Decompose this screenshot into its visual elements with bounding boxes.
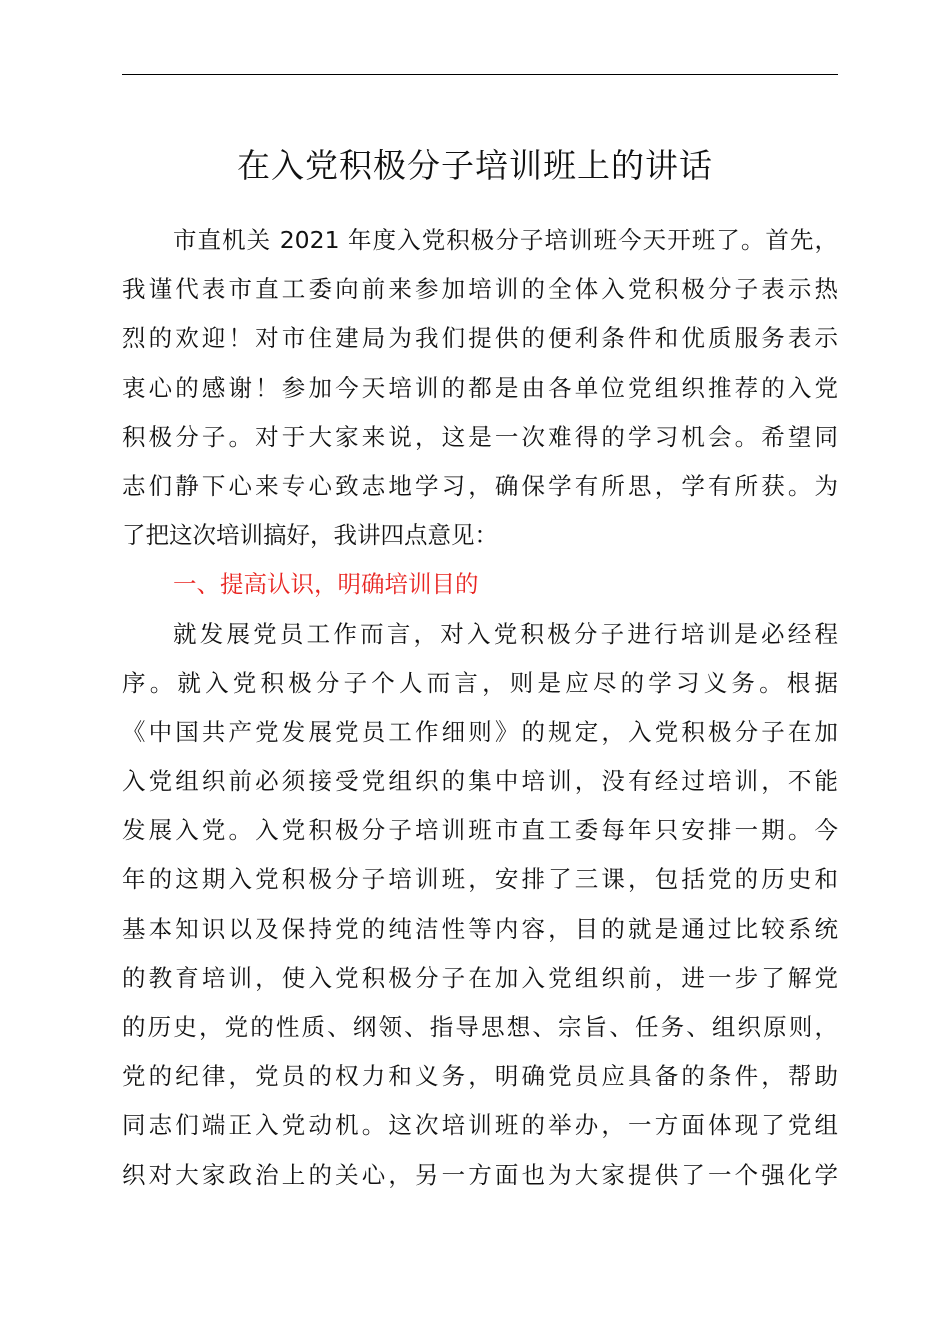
paragraph-line: 同志们端正入党动机。这次培训班的举办，一方面体现了党组: [122, 1111, 838, 1140]
paragraph-line: 烈的欢迎！对市住建局为我们提供的便利条件和优质服务表示: [122, 324, 838, 353]
paragraph-line: 志们静下心来专心致志地学习，确保学有所思，学有所获。为: [122, 471, 838, 500]
paragraph-line: 了把这次培训搞好，我讲四点意见：: [122, 521, 498, 550]
paragraph-line: 党的纪律，党员的权力和义务，明确党员应具备的条件，帮助: [122, 1062, 838, 1091]
paragraph-line: 织对大家政治上的关心，另一方面也为大家提供了一个强化学: [122, 1160, 838, 1189]
paragraph-line: 序。就入党积极分子个人而言，则是应尽的学习义务。根据: [122, 668, 838, 697]
paragraph-line: 的历史，党的性质、纲领、指导思想、宗旨、任务、组织原则，: [122, 1013, 838, 1041]
paragraph-line: 发展入党。入党积极分子培训班市直工委每年只安排一期。今: [122, 816, 838, 845]
paragraph-line: 就发展党员工作而言，对入党积极分子进行培训是必经程: [173, 619, 838, 648]
paragraph-line: 基本知识以及保持党的纯洁性等内容，目的就是通过比较系统: [122, 914, 838, 943]
paragraph-line: 积极分子。对于大家来说，这是一次难得的学习机会。希望同: [122, 422, 838, 451]
paragraph-line: 《中国共产党发展党员工作细则》的规定，入党积极分子在加: [122, 717, 838, 746]
paragraph-line: 的教育培训，使入党积极分子在加入党组织前，进一步了解党: [122, 963, 838, 992]
document-title: 在入党积极分子培训班上的讲话: [237, 146, 713, 185]
paragraph-section1: [122, 610, 838, 1200]
paragraph-line: 年的这期入党积极分子培训班，安排了三课，包括党的历史和: [122, 865, 838, 894]
paragraph-line: 市直机关 2021 年度入党积极分子培训班今天开班了。首先，: [173, 226, 838, 254]
paragraph-line: 衷心的感谢！参加今天培训的都是由各单位党组织推荐的入党: [122, 373, 838, 402]
paragraph-opening: [122, 216, 838, 560]
paragraph-line: 我谨代表市直工委向前来参加培训的全体入党积极分子表示热: [122, 275, 838, 304]
header-rule: [122, 74, 838, 75]
section-heading: 一、提高认识，明确培训目的: [173, 570, 479, 599]
paragraph-line: 入党组织前必须接受党组织的集中培训，没有经过培训，不能: [122, 767, 838, 796]
document-body: [122, 216, 838, 1200]
